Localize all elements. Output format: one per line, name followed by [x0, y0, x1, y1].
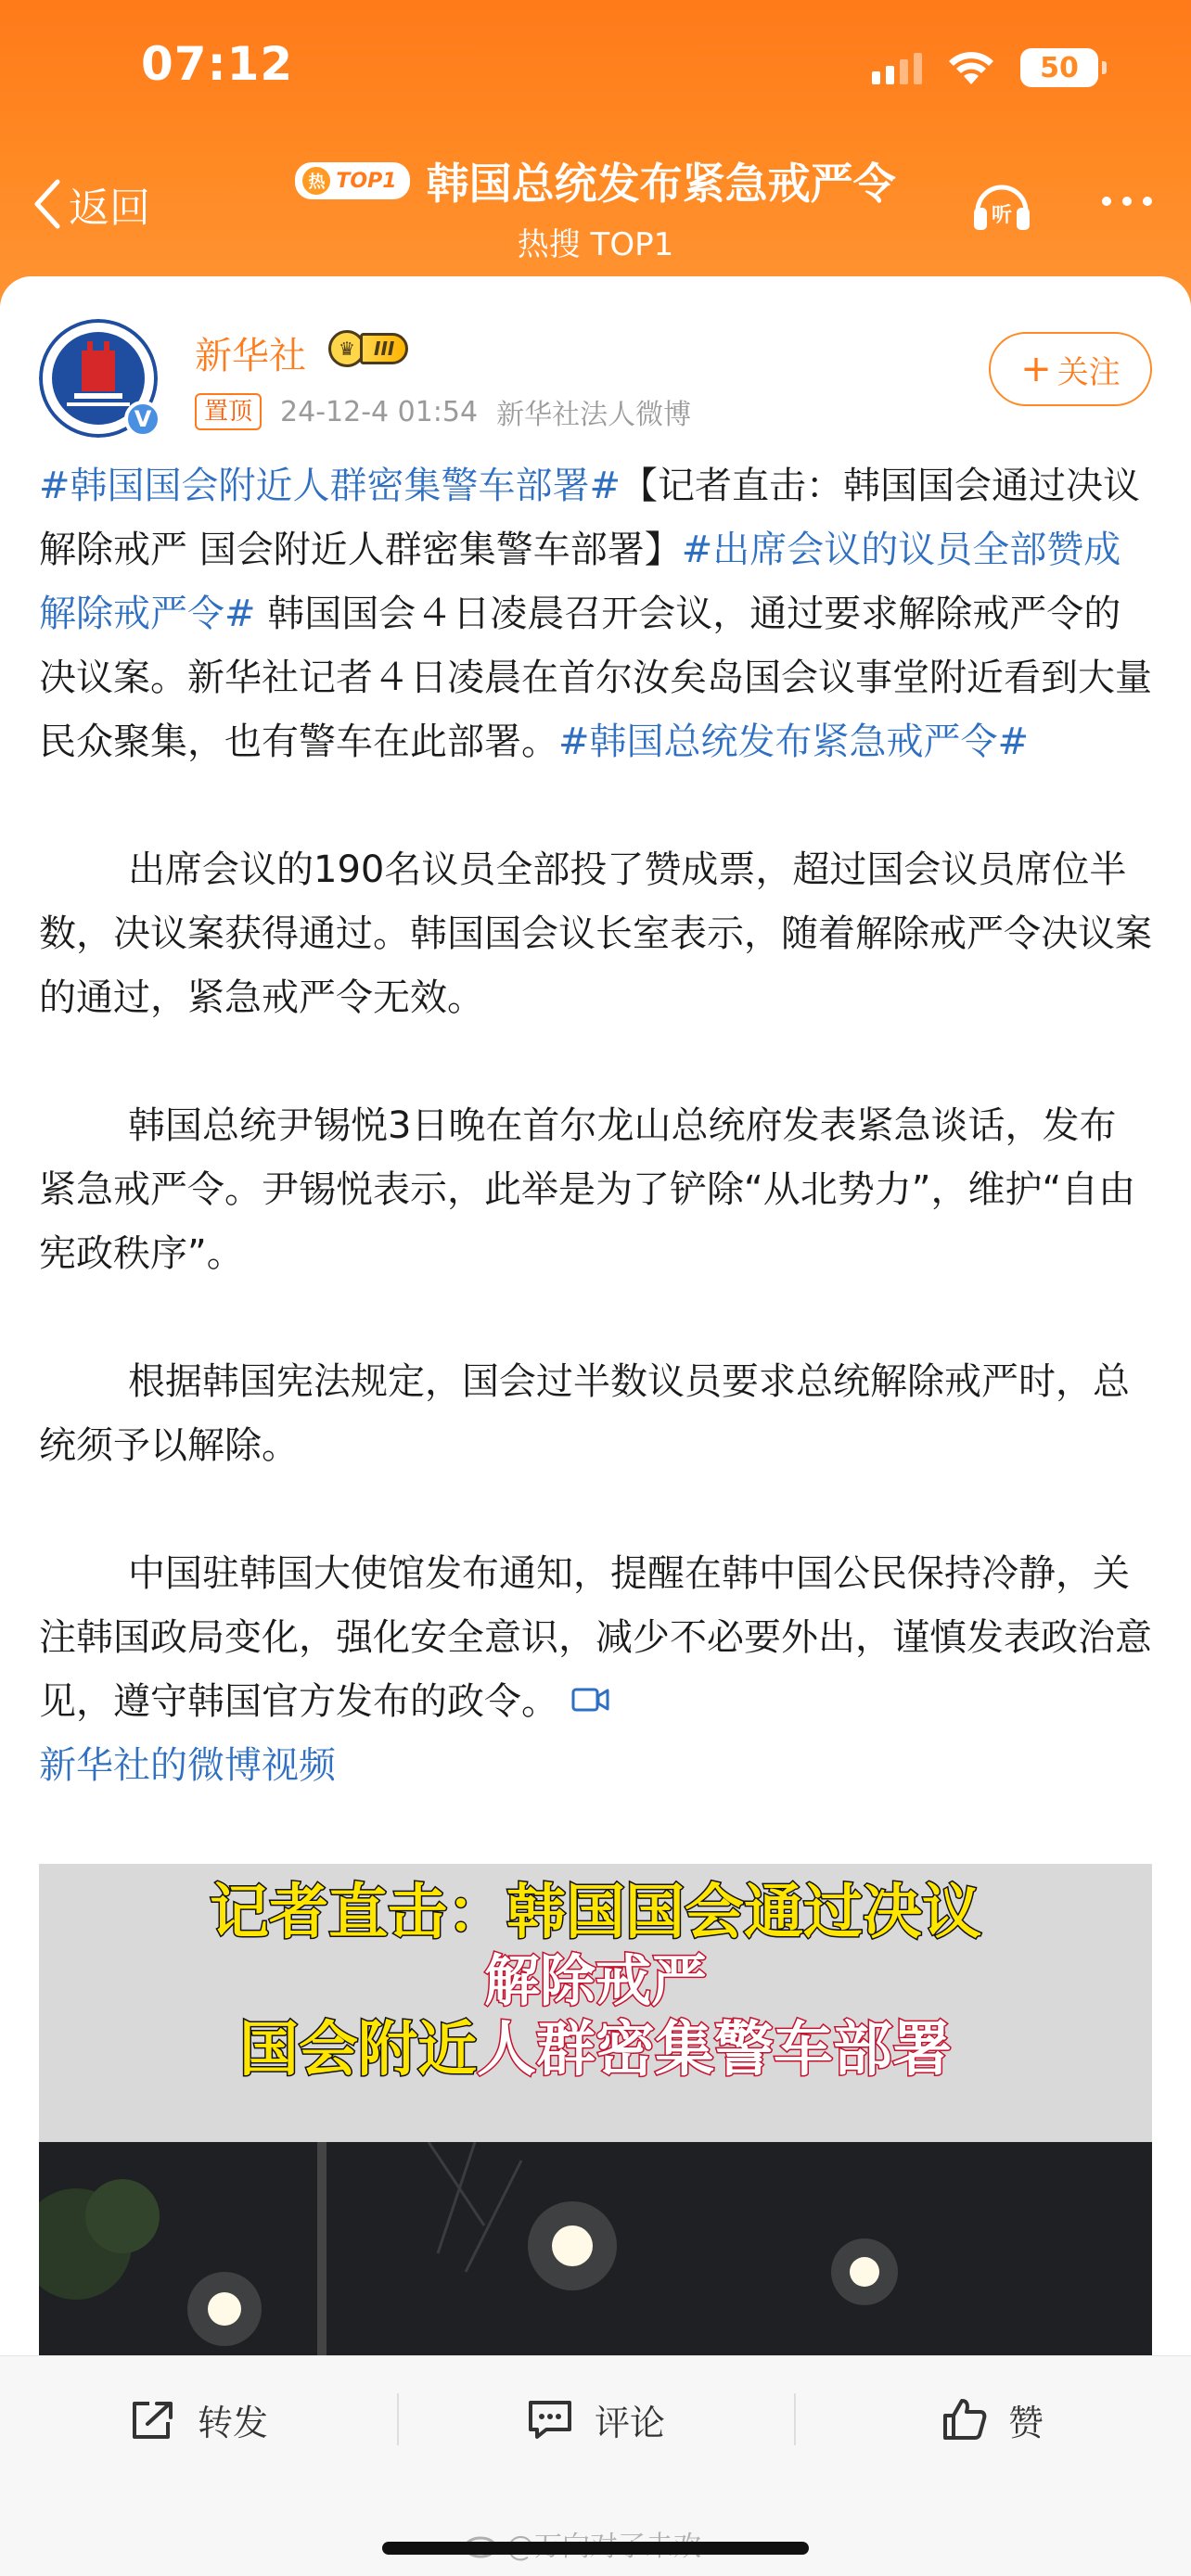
post-paragraph: 出席会议的190名议员全部投了赞成票，超过国会议员席位半数，决议案获得通过。韩国国会议长室表示，随着解除戒严令决议案的通过，紧急戒严令无效。: [39, 848, 1152, 1019]
video-icon: [570, 1684, 611, 1715]
listen-button[interactable]: [968, 171, 1035, 237]
back-label: 返回: [69, 185, 150, 232]
actions: [0, 2356, 1191, 2482]
more-dot: [1122, 197, 1132, 206]
repost-button[interactable]: [0, 2356, 397, 2482]
vip-badge[interactable]: [328, 328, 408, 369]
repost-label: 转发: [197, 2402, 268, 2443]
post-lead: [39, 454, 1152, 774]
status-icons: [872, 45, 1098, 91]
post-paragraph-text: 中国驻韩国大使馆发布通知，提醒在韩中国公民保持冷静，关注韩国政局变化，强化安全意识，减少不必要外出，谨慎发表政治意见，遵守韩国官方发布的政令。: [39, 1552, 1152, 1723]
crown-icon: ♛: [328, 330, 365, 367]
follow-label: 关注: [1057, 353, 1121, 391]
topic-link[interactable]: #韩国总统发布紧急戒严令#: [558, 721, 1030, 763]
plus-icon: +: [1020, 348, 1052, 390]
verified-icon: V: [124, 401, 161, 438]
video-caption-line3-b: 人群密集警车部署: [477, 2016, 952, 2085]
more-dot: [1143, 197, 1152, 206]
battery-icon: [1020, 48, 1098, 87]
page-subtitle: 热搜 TOP1: [517, 226, 674, 263]
nav-title-row: [295, 150, 895, 211]
more-dot: [1102, 197, 1111, 206]
topic-link[interactable]: #韩国国会附近人群密集警车部署#: [39, 465, 621, 507]
header: [0, 0, 1191, 306]
video-link-label: 新华社的微博视频: [39, 1744, 336, 1787]
status-time: 07:12: [141, 37, 294, 91]
battery-level: 50: [1040, 51, 1079, 84]
comment-icon: [526, 2398, 574, 2441]
share-icon: [129, 2398, 177, 2441]
video-caption-line3-a: 国会附近: [239, 2016, 477, 2085]
post-paragraph: 根据韩国宪法规定，国会过半数议员要求总统解除戒严时，总统须予以解除。: [39, 1360, 1130, 1467]
follow-button[interactable]: [989, 332, 1152, 406]
cellular-signal-icon: [872, 51, 922, 84]
post-paragraph: 韩国总统尹锡悦3日晚在首尔龙山总统府发表紧急谈话，发布紧急戒严令。尹锡悦表示，此举是为了铲除“从北势力”，维护“自由宪政秩序”。: [39, 1104, 1136, 1275]
post-text: 韩国国会４日凌晨召开会议，通过要求解除戒严令的决议案。新华社记者４日凌晨在首尔汝矣岛国会议事堂附近看到大量民众聚集，也有警车在此部署。: [39, 593, 1152, 763]
listen-label: 听: [991, 204, 1013, 227]
hot-badge-char: 热: [302, 167, 330, 195]
hot-badge-text: TOP1: [336, 169, 397, 193]
video-thumbnail[interactable]: [39, 1864, 1152, 2383]
video-caption-line3: [39, 2014, 1152, 2086]
post-meta: [195, 391, 691, 432]
topic-link[interactable]: #出席会议的议员全部赞成解除戒严令#: [39, 529, 1121, 635]
hot-badge: [295, 162, 409, 199]
post-body: [39, 454, 1152, 1798]
thumbs-up-icon: [941, 2397, 988, 2442]
like-label: 赞: [1007, 2402, 1044, 2443]
video-caption-line2: 解除戒严: [484, 1949, 707, 2014]
post-timestamp: 24-12-4 01:54: [280, 395, 479, 428]
post-paragraph: [39, 1542, 1152, 1798]
page-title: 韩国总统发布紧急戒严令: [426, 159, 896, 209]
wifi-icon: [946, 49, 996, 86]
headphones-icon: [968, 171, 1035, 237]
post-headline: 【记者直击：韩国国会通过决议解除戒严 国会附近人群密集警车部署】: [39, 465, 1141, 571]
comment-button[interactable]: [397, 2356, 794, 2482]
like-button[interactable]: [794, 2356, 1191, 2482]
comment-label: 评论: [594, 2402, 665, 2443]
author-name[interactable]: 新华社: [195, 335, 306, 377]
more-button[interactable]: [1102, 197, 1152, 206]
action-bar: [0, 2355, 1191, 2576]
pinned-tag: 置顶: [195, 393, 262, 430]
post-source: 新华社法人微博: [496, 399, 692, 431]
post-card: [0, 276, 1191, 2363]
home-indicator: [382, 2542, 809, 2555]
video-caption-line1: 记者直击：韩国国会通过决议: [210, 1879, 981, 1947]
night-street-scene: [39, 2142, 1152, 2383]
video-caption: [39, 1864, 1152, 2142]
vip-level: III: [360, 333, 408, 364]
